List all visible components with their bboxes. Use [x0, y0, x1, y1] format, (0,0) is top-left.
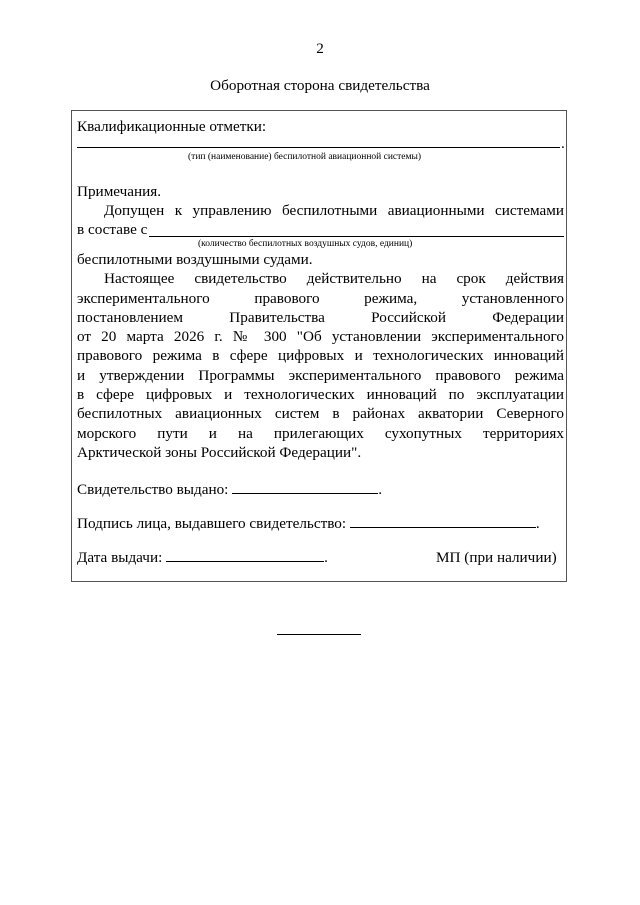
validity-line-10: Арктической зоны Российской Федерации".: [77, 444, 362, 461]
document-title: Оборотная сторона свидетельства: [210, 77, 430, 94]
issued-label: Свидетельство выдано:: [77, 481, 229, 498]
end-of-document-rule: [277, 634, 361, 635]
date-blank[interactable]: [166, 549, 324, 562]
qualification-label: Квалификационные отметки:: [77, 118, 267, 135]
uav-count-blank[interactable]: [149, 236, 564, 237]
date-label: Дата выдачи:: [77, 549, 163, 566]
seal-label: МП (при наличии): [436, 549, 557, 566]
signature-blank[interactable]: [350, 515, 536, 528]
issued-end: .: [378, 481, 382, 498]
issued-row: [77, 480, 564, 499]
validity-line-8: беспилотных авиационных систем в районах акватории Северного: [77, 405, 564, 422]
signature-row: [77, 514, 564, 533]
qualification-blank[interactable]: [77, 147, 560, 148]
page-number: 2: [316, 40, 324, 57]
validity-line-7: в сфере цифровых и технологических инноваций по эксплуатации: [77, 386, 564, 403]
issued-blank[interactable]: [232, 481, 378, 494]
validity-line-3: постановлением Правительства Российской Федерации: [77, 309, 564, 326]
date-end: .: [324, 549, 328, 566]
validity-line-5: правового режима в сфере цифровых и технологических инноваций: [77, 347, 564, 364]
validity-line-6: и утверждении Программы экспериментального правового режима: [77, 367, 564, 384]
admitted-line-3: беспилотными воздушными судами.: [77, 251, 313, 268]
uav-count-caption: (количество беспилотных воздушных судов, единиц): [198, 239, 413, 249]
validity-line-1: Настоящее свидетельство действительно на срок действия: [104, 270, 564, 287]
signature-end: .: [535, 515, 540, 532]
validity-line-4: от 20 марта 2026 г. № 300 "Об установлении экспериментального: [77, 328, 564, 345]
admitted-prefix: в составе с: [77, 221, 148, 238]
qualification-end: .: [561, 135, 565, 152]
signature-label: Подпись лица, выдавшего свидетельство:: [77, 515, 347, 532]
validity-line-9: морского пути и на прилегающих сухопутных территориях: [77, 425, 564, 442]
admitted-line-1: Допущен к управлению беспилотными авиационными системами: [104, 202, 564, 219]
validity-line-2: экспериментального правового режима, установленного: [77, 290, 564, 307]
qualification-caption: (тип (наименование) беспилотной авиационной системы): [188, 152, 422, 162]
notes-heading: Примечания.: [77, 183, 162, 200]
